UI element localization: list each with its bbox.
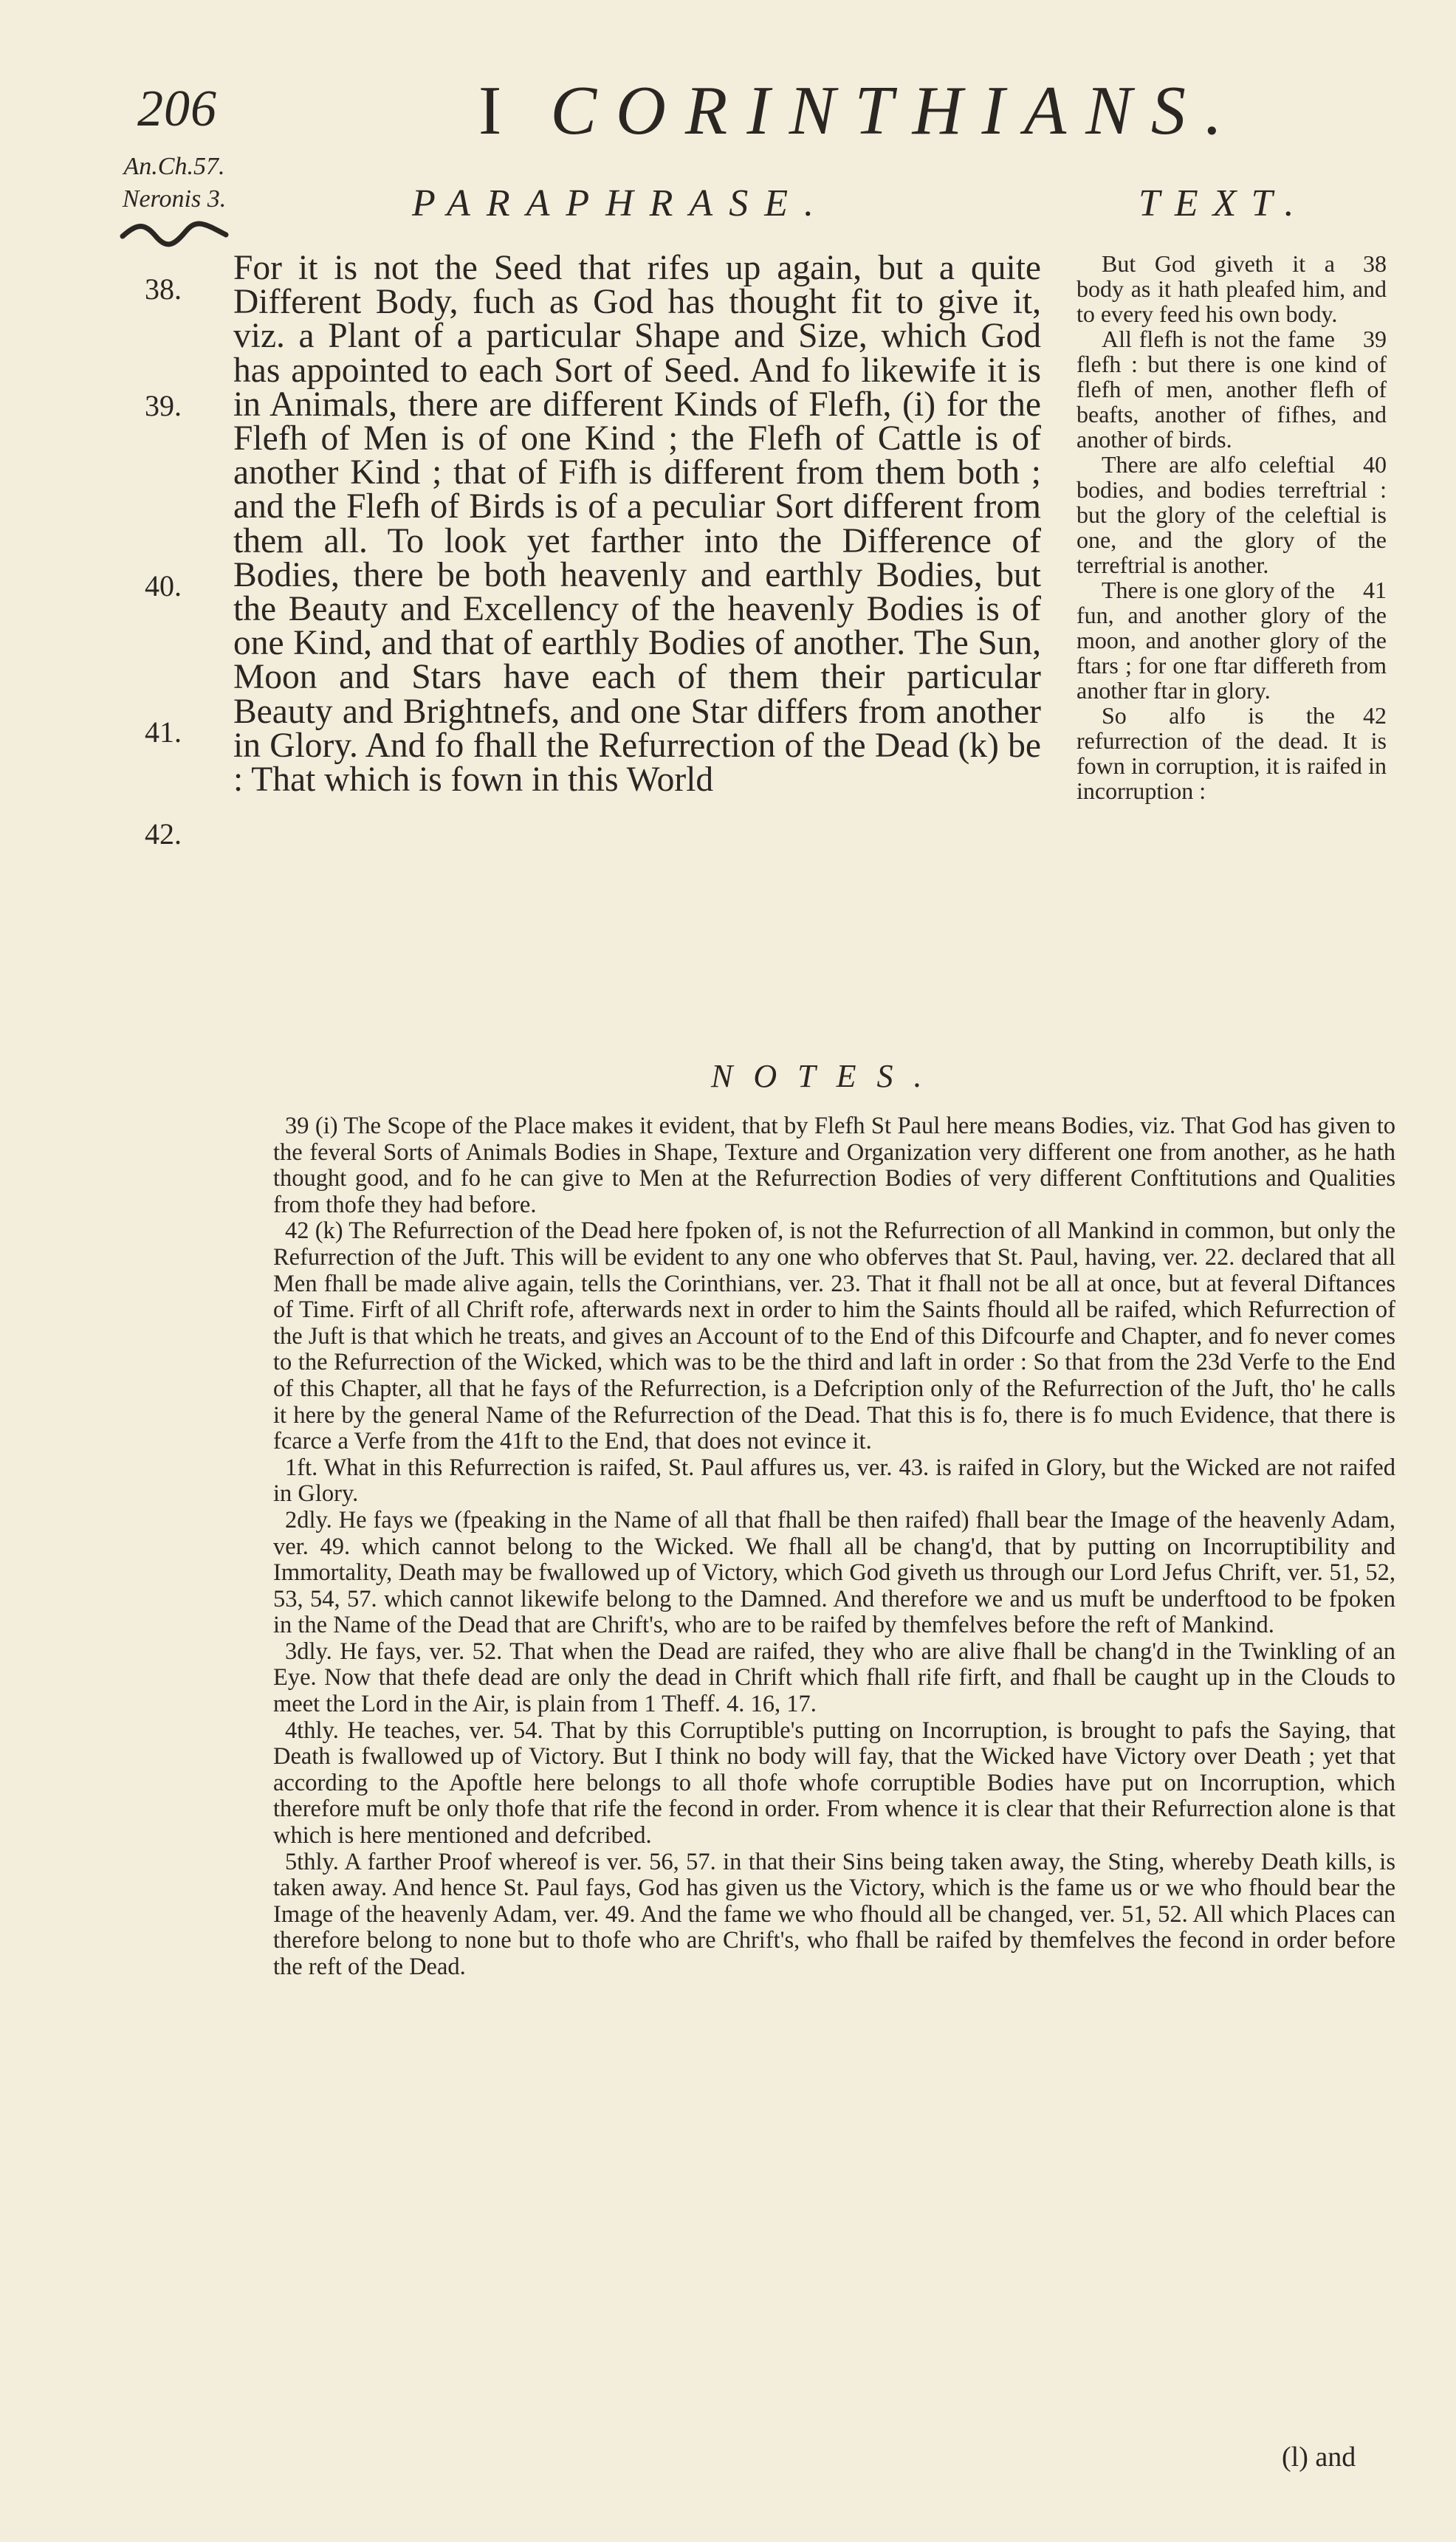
verse-number: 42. (145, 817, 182, 851)
book-title (478, 71, 1241, 151)
date-note-year: An.Ch.57. (123, 153, 225, 180)
text-verse-body: But God giveth it a body as it hath pleafed him, and to every feed his own body. (1076, 250, 1387, 327)
paraphrase-text: For it is not the Seed that rifes up again, but a quite Different Body, fuch as God has thought fit to give it, viz. a Plant of a particular Shape and Size, which God has appointed to each Sort of Seed. And fo likewife it is in Animals, there are different Kinds of Flefh, (i) for the Flefh of Men is of one Kind ; the Flefh of Cattle is of another Kind ; that of Fifh is different from them both ; and the Flefh of Birds is of a peculiar Sort different from them all. To look yet farther into the Difference of Bodies, there be both heavenly and earthly Bodies, but the Beauty and Excellency of the heavenly Bodies is of one Kind, and that of earthly Bodies of another. The Sun, Moon and Stars have each of them their particular Beauty and Brightnefs, and one Star differs from another in Glory. And fo fhall the Refurrection of the Dead (k) be : That which is fown in this World (233, 249, 1041, 800)
text-verse-number: 42 (1363, 702, 1387, 729)
text-verse-number: 41 (1363, 577, 1387, 603)
ornament-flourish-icon (115, 219, 233, 248)
book-title-name: CORINTHIANS. (550, 72, 1242, 149)
note-paragraph: 2dly. He fays we (fpeaking in the Name of all that fhall be then raifed) fhall bear the Image of the heavenly Adam, ver. 49. which cannot belong to the Wicked. We fhall all be chang'd, that by putting on Incorruptibility and Immortality, Death may be fwallowed up of Victory, which God giveth us through our Lord Jefus Chrift, ver. 51, 52, 53, 54, 57. which cannot likewife belong to the Damned. And therefore we and us muft be underftood to be fpoken in the Name of the Dead that are Chrift's, who are to be raifed by themfelves before the reft of Mankind. (273, 1506, 1395, 1639)
paraphrase-heading: PARAPHRASE. (412, 182, 830, 224)
page-number: 206 (137, 80, 217, 137)
note-paragraph: 1ft. What in this Refurrection is raifed, St. Paul affures us, ver. 43. is raifed in Glory, but the Wicked are not raifed in Glory. (273, 1454, 1395, 1508)
text-verse-number: 38 (1363, 250, 1387, 277)
text-verse-body: So alfo is the refurrection of the dead. It is fown in corruption, it is raifed in incorruption : (1076, 702, 1387, 804)
text-verse (1076, 326, 1387, 452)
text-verse (1076, 703, 1387, 803)
verse-number: 39. (145, 389, 182, 422)
notes-heading: NOTES. (711, 1058, 943, 1094)
notes-section (273, 1113, 1395, 1981)
note-paragraph: 42 (k) The Refurrection of the Dead here fpoken of, is not the Refurrection of all Mankind in common, but only the Refurrection of the Juft. This will be evident to any one who obferves that St. Paul, having, ver. 22. declared that all Men fhall be made alive again, tells the Corinthians, ver. 23. That it fhall not be all at once, but at feveral Diftances of Time. Firft of all Chrift rofe, afterwards next in order to him the Saints fhould all be raifed, which Refurrection of the Juft is that which he treats, and gives an Account of to the End of this Difcourfe and Chapter, and fo never comes to the Refurrection of the Wicked, which was to be the third and laft in order : So that from the 23d Verfe to the End of this Chapter, all that he fays of the Refurrection, is a Defcription only of the Refurrection of the Juft, tho' he calls it here by the general Name of the Refurrection of the Dead. That this is fo, there is fo much Evidence, that there is fcarce a Verfe from the 41ft to the End, that does not evince it. (273, 1217, 1395, 1455)
note-paragraph: 39 (i) The Scope of the Place makes it evident, that by Flefh St Paul here means Bodies, viz. That God has given to the feveral Sorts of Animals Bodies in Shape, Texture and Organization very different one from another, as he hath thought good, and fo he can give to Men at the Refurrection Bodies of very different Conftitutions and Qualities from thofe they had before. (273, 1113, 1395, 1218)
note-paragraph: 5thly. A farther Proof whereof is ver. 56, 57. in that their Sins being taken away, the Sting, whereby Death kills, is taken away. And hence St. Paul fays, God has given us the Victory, which is the fame us or we who fhould bear the Image of the heavenly Adam, ver. 49. And the fame we who fhould all be changed, ver. 51, 52. All which Places can therefore belong to none but to thofe who are Chrift's, who fhall be raifed by themfelves the fecond in order before the reft of the Dead. (273, 1848, 1395, 1980)
verse-number: 40. (145, 569, 182, 602)
text-verse (1076, 452, 1387, 577)
date-note-reign: Neronis 3. (122, 185, 227, 213)
text-verse-body: All flefh is not the fame flefh : but there is one kind of flefh of men, another flefh of beafts, another of fifhes, and another of birds. (1076, 326, 1387, 453)
note-paragraph: 4thly. He teaches, ver. 54. That by this Corruptible's putting on Incorruption, is brought to pafs the Saying, that Death is fwallowed up of Victory. But I think no body will fay, that the Wicked have Victory over Death ; yet that according to the Apoftle here belongs to all thofe whofe corruptible Bodies have put on Incorruption, which therefore muft be only thofe that rife the fecond in order. From whence it is clear that their Refurrection alone is that which is here mentioned and defcribed. (273, 1717, 1395, 1849)
text-heading: TEXT. (1139, 182, 1309, 224)
date-note (115, 151, 233, 216)
text-verse (1076, 577, 1387, 703)
text-column (1076, 251, 1387, 803)
text-verse-number: 40 (1363, 451, 1387, 478)
text-verse-body: There are alfo celeftial bodies, and bodies terreftrial : but the glory of the celeftial is one, and the glory of the terreftrial is another. (1076, 451, 1387, 578)
verse-number: 38. (145, 272, 182, 306)
text-verse-number: 39 (1363, 326, 1387, 352)
text-verse-body: There is one glory of the fun, and another glory of the moon, and another glory of the ftars ; for one ftar differeth from another ftar in glory. (1076, 577, 1387, 704)
catchword: (l) and (1282, 2442, 1356, 2473)
paraphrase-column (233, 249, 1041, 800)
text-verse (1076, 251, 1387, 326)
note-paragraph: 3dly. He fays, ver. 52. That when the Dead are raifed, they who are alive fhall be chang'd in the Twinkling of an Eye. Now that thefe dead are only the dead in Chrift which fhall rife firft, and fhall be caught up in the Clouds to meet the Lord in the Air, is plain from 1 Theff. 4. 16, 17. (273, 1638, 1395, 1718)
verse-number: 41. (145, 715, 182, 749)
book-title-numeral: I (478, 72, 521, 149)
